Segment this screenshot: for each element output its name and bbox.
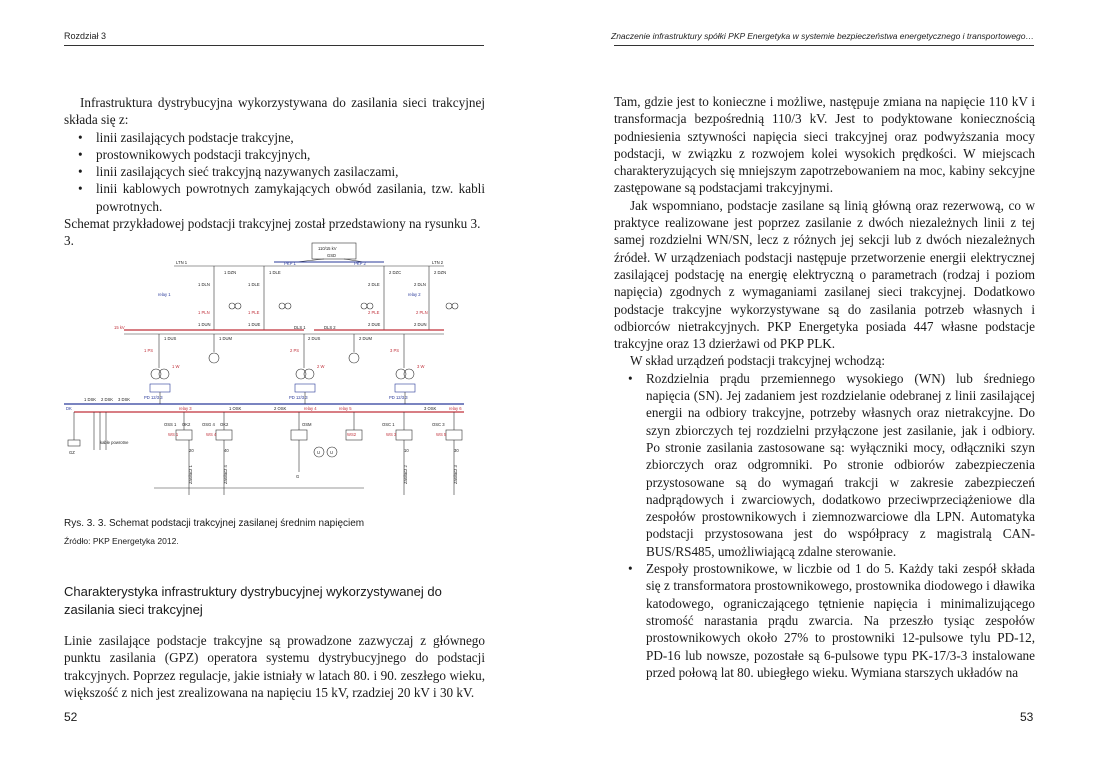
figure-label: 10 bbox=[404, 448, 409, 453]
header-rule-right bbox=[614, 45, 1034, 46]
figure-label: Zasilacz 1 bbox=[188, 465, 193, 484]
figure-label: PD 12/3.3 bbox=[389, 395, 408, 400]
figure-label: 1 PLN bbox=[198, 310, 210, 315]
list-item: • Zespoły prostownikowe, w liczbie od 1 do 5. Każdy taki zespół składa się z transformatora prostownikowego, prostownika diodowego i dławika katodowego, ograniczającego tętnienie napięcia i minimalizującego stromość narastania prądu zwarcia. Na przeszło tysiąc zespołów prostownikowych około 27% to prostowniki 12-pulsowe tylu PD-12, PD-16 lub nowsze, pozostałe są 6-pulsowe typu PK-17/3-3 instalowane przed połową lat 80. ubiegłego wieku. Wymiana starszych układów na bbox=[614, 560, 1035, 681]
figure-label: 1 OSK bbox=[229, 406, 242, 411]
figure-label: DLS 2 bbox=[324, 325, 336, 330]
substation-schematic-figure bbox=[64, 240, 484, 502]
figure-label: 1 DLE bbox=[248, 282, 260, 287]
figure-label: WS2 bbox=[347, 432, 357, 437]
figure-label: OSC 1 bbox=[382, 422, 395, 427]
figure-label: 2 W bbox=[317, 364, 325, 369]
figure-label: Zasilacz 4 bbox=[223, 465, 228, 484]
figure-label: 2 PLN bbox=[416, 310, 428, 315]
running-header-left: Rozdział 3 bbox=[64, 31, 107, 41]
figure-label: 110/15 kV bbox=[318, 246, 337, 251]
figure-label: 2 PS bbox=[290, 348, 300, 353]
schema-sentence: Schemat przykładowej podstacji trakcyjnej został przedstawiony na rysunku 3. 3. bbox=[64, 216, 481, 249]
figure-label: 1 DSK bbox=[84, 397, 97, 402]
figure-label: WS 1 bbox=[168, 432, 179, 437]
figure-label: U bbox=[330, 450, 334, 455]
figure-label: kable powrotne bbox=[100, 440, 129, 445]
figure-label: 1 DUS bbox=[164, 336, 177, 341]
figure-label: relay 1 bbox=[158, 292, 171, 297]
figure-label: 1 DZN bbox=[224, 270, 237, 275]
figure-label: PKP 1 bbox=[284, 261, 296, 266]
running-header-right: Znaczenie infrastruktury spółki PKP Energetyka w systemie bezpieczeństwa energetycznego i transportowego… bbox=[611, 31, 1034, 41]
figure-label: OSS 1 bbox=[164, 422, 177, 427]
figure-label: relay 4 bbox=[304, 406, 317, 411]
intro-block bbox=[64, 94, 485, 250]
bullet-list-right bbox=[614, 370, 1035, 681]
figure-label: 20 bbox=[189, 448, 194, 453]
page-number-right: 53 bbox=[1020, 710, 1034, 724]
figure-label: OK2 bbox=[182, 422, 191, 427]
bullet-list-left bbox=[64, 129, 485, 215]
figure-label: 1 DLE bbox=[269, 270, 281, 275]
figure-label: Zasilacz 2 bbox=[403, 465, 408, 484]
figure-label: U bbox=[317, 450, 321, 455]
figure-label: relay 5 bbox=[339, 406, 352, 411]
figure-label: PD 12/3.3 bbox=[144, 395, 163, 400]
figure-label: 1 PS bbox=[144, 348, 154, 353]
figure-label: 1 DUM bbox=[219, 336, 233, 341]
intro-paragraph: Infrastruktura dystrybucyjna wykorzystywana do zasilania sieci trakcyjnej składa się z: bbox=[64, 95, 485, 128]
figure-label: OSM bbox=[302, 422, 312, 427]
figure-label: 2 DUE bbox=[368, 322, 381, 327]
figure-label: 3 DSK bbox=[118, 397, 131, 402]
figure-label: relay 6 bbox=[449, 406, 462, 411]
figure-label: 1 W bbox=[172, 364, 180, 369]
right-page bbox=[550, 0, 1100, 776]
figure-label: LTN 2 bbox=[432, 260, 444, 265]
figure-label: 2 DLN bbox=[414, 282, 426, 287]
figure-label: 2 DZC bbox=[389, 270, 402, 275]
paragraph-1: Tam, gdzie jest to konieczne i możliwe, następuje zmiana na napięcie 110 kV i transformacja bezpośrednią 110/3 kV. Jest to podyktowane koniecznością podniesienia sztywności napięcia sieci trakcyjnej oraz podwyższania mocy podstacji, w związku z rozwojem kolei wysokich prędkości. W miejscach charakteryzujących się mniejszym zapotrzebowaniem na moc, kabiny sekcyjne zastępowane są podstacjami trakcyjnymi. bbox=[614, 94, 1035, 196]
figure-label: 2 OSK bbox=[274, 406, 287, 411]
figure-label: 1 DUN bbox=[198, 322, 211, 327]
figure-label: G bbox=[296, 474, 300, 479]
figure-label: 1 DUE bbox=[248, 322, 261, 327]
list-item: • linii zasilających sieć trakcyjną nazywanych zasilaczami, bbox=[64, 163, 485, 180]
figure-label: Zasilacz 3 bbox=[453, 465, 458, 484]
figure-label: LTN 1 bbox=[176, 260, 188, 265]
figure-label: DK bbox=[66, 406, 72, 411]
list-item: • linii kablowych powrotnych zamykających obwód zasilania, tzw. kabli powrotnych. bbox=[64, 180, 485, 215]
figure-label: 2 DZN bbox=[434, 270, 447, 275]
header-rule-left bbox=[64, 45, 484, 46]
figure-label: WS 3 bbox=[386, 432, 397, 437]
figure-label: 2 PLE bbox=[368, 310, 380, 315]
figure-label: relay 3 bbox=[179, 406, 192, 411]
right-text-block bbox=[614, 93, 1035, 681]
figure-label: 3 OSK bbox=[424, 406, 437, 411]
figure-caption: Rys. 3. 3. Schemat podstacji trakcyjnej zasilanej średnim napięciem bbox=[64, 518, 365, 529]
figure-label: relay 2 bbox=[408, 292, 421, 297]
paragraph-2: Jak wspomniano, podstacje zasilane są linią główną oraz rezerwową, co w praktyce realizowane jest poprzez zasilanie z dwóch niezależnych linii z tej samej rozdzielni WN/SN, lecz z różnych jej sekcji lub z dwóch niezależnych źródeł. W urządzeniach podstacji następuje przetworzenie energii elektrycznej zasilającej podstację na energię elektryczną o parametrach (rodzaj i poziom napięcia) zgodnych z wymaganiami zasilanej sieci trakcyjnej. Dodatkowo podstacje trakcyjne wykorzystywane są do zasilania potrzeb własnych i odbiorców nietrakcyjnych. PKP Energetyka posiada 447 własne podstacje trakcyjne oraz 13 dzierżawi od PKP PLK. bbox=[614, 197, 1035, 352]
list-item: • Rozdzielnia prądu przemiennego wysokiego (WN) lub średniego napięcia (SN). Jej zadaniem jest rozdzielanie odebranej z linii zasilającej energii na odbiory trakcyjne, potrzeby własnych oraz nietrakcyjne. Do szyn zbiorczych tej rozdzielni przyłączone jest zasilanie, jak i odbiory. Po stronie zasilania zastosowane są: wyłączniki mocy, odłączniki szyn zbiorczych oraz odgromniki. Po stronie odbiorów zabezpieczenia przystosowane są do wymagań trakcji w zakresie zabezpieczeń nadprądowych i zwarciowych, dodatkowo przeciwprzeciążeniowe dla zespołów prostownikowych i ziemnozwarciowe dla LPN. Automatyka podstacji przystosowana jest do współpracy z magistralą CAN-BUS/RS485, umożliwiającą zdalne sterowanie. bbox=[614, 370, 1035, 560]
figure-label: 2 DUM bbox=[359, 336, 373, 341]
figure-label: 3 W bbox=[417, 364, 425, 369]
figure-label: 15 kV bbox=[114, 325, 125, 330]
paragraph-3: W skład urządzeń podstacji trakcyjnej wchodzą: bbox=[630, 353, 885, 369]
figure-source: Źródło: PKP Energetyka 2012. bbox=[64, 536, 179, 546]
list-item: • linii zasilających podstacje trakcyjne, bbox=[64, 129, 485, 146]
figure-label: WS 5 bbox=[436, 432, 447, 437]
figure-label: 2 DUN bbox=[414, 322, 427, 327]
gpz-paragraph: Linie zasilające podstacje trakcyjne są prowadzone zazwyczaj z głównego punktu zasilania (GPZ) operatora systemu dystrybucyjnego do podstacji trakcyjnych. Poprzez regulacje, jakie istniały w latach 80. i 90. zeszłego wieku, większość z nich jest zrealizowana na napięciu 15 kV, rzadziej 20 kV i 30 kV. bbox=[64, 633, 485, 700]
figure-label: 2 DSK bbox=[101, 397, 114, 402]
figure-label: 3 PS bbox=[390, 348, 400, 353]
figure-label: 40 bbox=[224, 448, 229, 453]
figure-label: 1 PLE bbox=[248, 310, 260, 315]
figure-label: 2 DUS bbox=[308, 336, 321, 341]
figure-label: GZ bbox=[69, 450, 75, 455]
section-subheading: Charakterystyka infrastruktury dystrybucyjnej wykorzystywanej do zasilania sieci trakcyjnej bbox=[64, 584, 442, 617]
figure-label: OSG 4 bbox=[202, 422, 215, 427]
figure-label: GSD bbox=[327, 253, 337, 258]
figure-label: WS 4 bbox=[206, 432, 217, 437]
figure-label: PKP 2 bbox=[354, 261, 366, 266]
figure-label: 2 DLE bbox=[368, 282, 380, 287]
figure-label: 1 DLN bbox=[198, 282, 210, 287]
list-item: • prostownikowych podstacji trakcyjnych, bbox=[64, 146, 485, 163]
figure-label: OSC 3 bbox=[432, 422, 445, 427]
figure-label: DLS 1 bbox=[294, 325, 306, 330]
page-number-left: 52 bbox=[64, 710, 78, 724]
figure-label: PD 12/3.3 bbox=[289, 395, 308, 400]
figure-label: 30 bbox=[454, 448, 459, 453]
figure-label: OK2 bbox=[220, 422, 229, 427]
